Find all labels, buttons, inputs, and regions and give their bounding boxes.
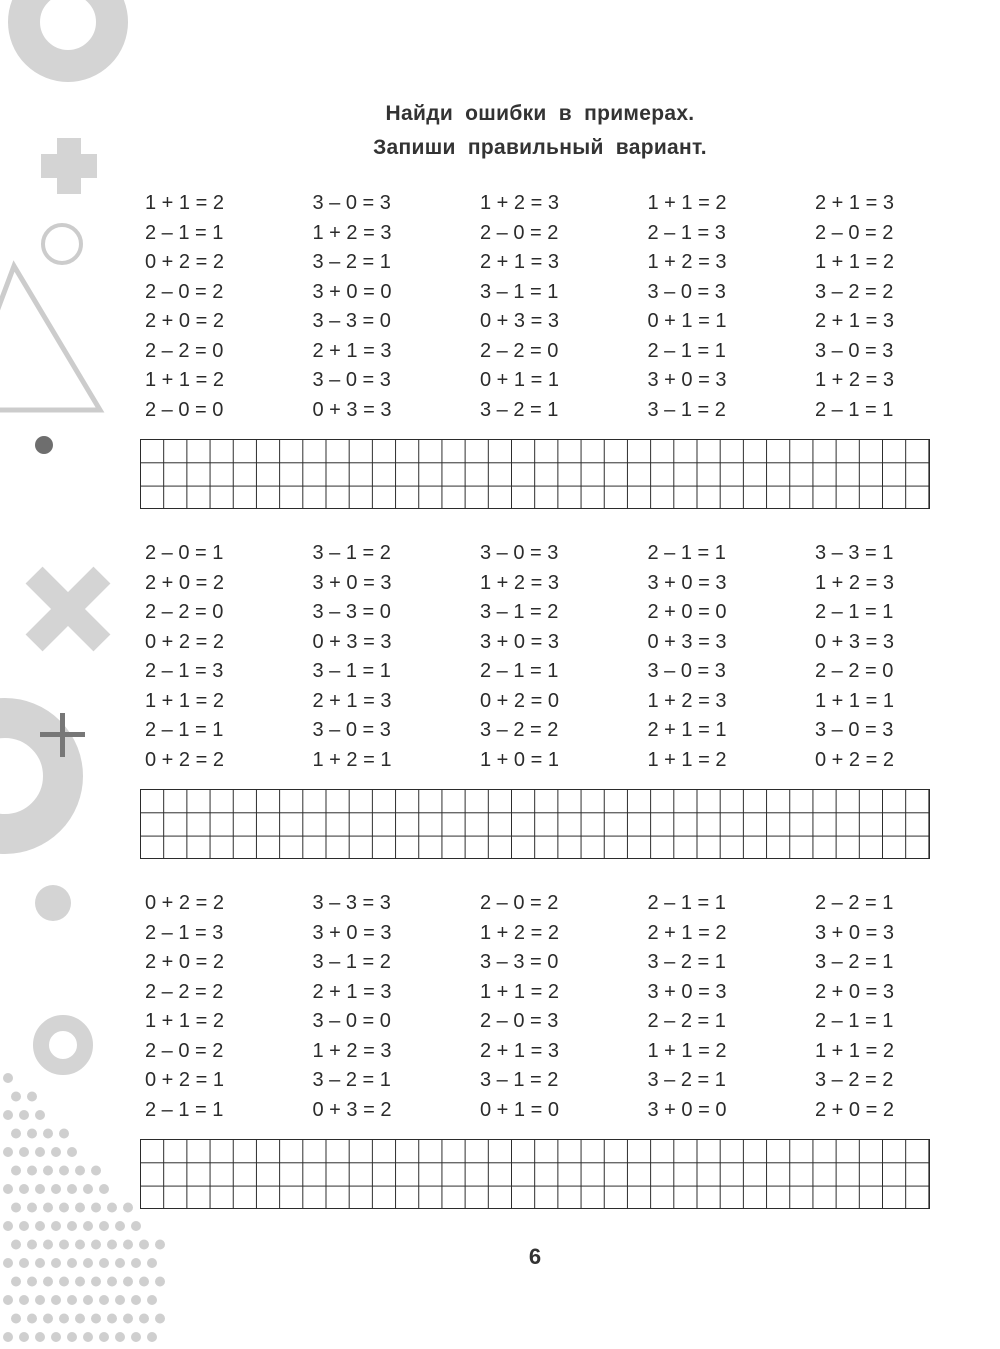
equation: 1 + 2 = 3 — [815, 571, 894, 594]
equation: 0 + 3 = 3 — [815, 630, 894, 653]
equation: 3 – 0 = 3 — [312, 369, 391, 391]
dot-icon — [35, 436, 53, 454]
equation: 2 + 0 = 2 — [815, 1098, 894, 1121]
equation: 2 + 1 = 3 — [312, 339, 392, 362]
equation: 2 + 1 = 3 — [480, 1039, 559, 1062]
answer-cells[interactable] — [140, 1139, 930, 1209]
pattern-dot — [11, 1240, 21, 1250]
pattern-dot — [27, 1203, 37, 1213]
pattern-dot — [123, 1277, 133, 1287]
equation: 3 – 1 = 1 — [312, 660, 391, 682]
pattern-dot — [11, 1314, 21, 1324]
pattern-dot — [11, 1277, 21, 1287]
cross-icon — [0, 541, 136, 677]
equation: 3 – 0 = 3 — [815, 719, 894, 741]
pattern-dot — [107, 1277, 117, 1287]
equation: 2 + 0 = 0 — [647, 601, 727, 623]
pattern-dot — [67, 1147, 77, 1157]
pattern-dot — [19, 1221, 29, 1231]
equation: 2 – 1 = 1 — [815, 398, 894, 421]
equation: 3 – 2 = 2 — [815, 280, 894, 303]
pattern-dot — [3, 1184, 13, 1194]
equation: 2 + 1 = 3 — [312, 980, 392, 1003]
equation: 1 + 2 = 2 — [480, 921, 559, 944]
pattern-dot — [115, 1295, 125, 1305]
pattern-dot — [155, 1314, 165, 1324]
equation-grid — [140, 189, 930, 425]
equation: 2 – 0 = 2 — [145, 1039, 224, 1062]
pattern-dot — [27, 1240, 37, 1250]
pattern-dot — [147, 1258, 157, 1268]
equation: 3 – 3 = 3 — [312, 892, 391, 914]
answer-cells[interactable] — [140, 789, 930, 859]
pattern-dot — [123, 1314, 133, 1324]
equation: 3 – 1 = 2 — [480, 601, 559, 623]
circle-icon — [35, 885, 71, 921]
equation: 3 + 0 = 3 — [312, 921, 392, 944]
equation: 3 – 2 = 1 — [312, 251, 391, 273]
equation: 3 + 0 = 3 — [647, 369, 727, 391]
pattern-dot — [51, 1295, 61, 1305]
equation: 1 + 1 = 2 — [145, 192, 224, 214]
pattern-dot — [43, 1166, 53, 1176]
pattern-dot — [59, 1203, 69, 1213]
pattern-dot — [19, 1110, 29, 1120]
plus-icon — [41, 138, 97, 194]
pattern-dot — [83, 1184, 93, 1194]
equation: 3 + 0 = 3 — [480, 630, 559, 653]
pattern-dot — [35, 1147, 45, 1157]
pattern-dot — [99, 1258, 109, 1268]
equation: 1 + 1 = 2 — [815, 1039, 894, 1062]
pattern-dot — [91, 1240, 101, 1250]
equation: 2 – 2 = 1 — [815, 892, 894, 914]
equation: 2 + 1 = 3 — [480, 251, 559, 273]
ring-icon — [41, 1023, 85, 1067]
pattern-dot — [43, 1240, 53, 1250]
pattern-dot — [59, 1166, 69, 1176]
equation: 3 – 3 = 0 — [312, 310, 391, 332]
pattern-dot — [59, 1314, 69, 1324]
equation: 3 – 2 = 2 — [815, 1069, 894, 1091]
pattern-dot — [107, 1240, 117, 1250]
pattern-dot — [19, 1147, 29, 1157]
pattern-dot — [67, 1332, 77, 1342]
pattern-dot — [11, 1129, 21, 1139]
pattern-dot — [67, 1221, 77, 1231]
pattern-dot — [43, 1314, 53, 1324]
equation: 0 + 2 = 2 — [815, 748, 894, 771]
exercise-block-1 — [140, 189, 930, 425]
equation: 2 – 2 = 0 — [145, 601, 224, 623]
equation: 1 + 1 = 2 — [647, 192, 727, 214]
equation: 0 + 1 = 1 — [480, 369, 559, 391]
equation: 0 + 1 = 0 — [480, 1098, 559, 1121]
pattern-dot — [35, 1184, 45, 1194]
equation: 3 – 1 = 2 — [312, 951, 391, 973]
pattern-dot — [51, 1147, 61, 1157]
pattern-dot — [75, 1166, 85, 1176]
equation: 1 + 1 = 2 — [815, 251, 894, 273]
pattern-dot — [35, 1332, 45, 1342]
top-ring-shape — [24, 0, 112, 66]
pattern-dot — [19, 1184, 29, 1194]
equation-grid — [140, 539, 930, 775]
pattern-dot — [91, 1314, 101, 1324]
pattern-dot — [35, 1110, 45, 1120]
pattern-dot — [139, 1314, 149, 1324]
equation: 3 + 0 = 3 — [312, 571, 392, 594]
equation: 0 + 2 = 2 — [145, 748, 224, 771]
pattern-dot — [67, 1258, 77, 1268]
equation: 2 – 0 = 2 — [480, 892, 559, 914]
equation: 3 – 0 = 3 — [480, 542, 559, 564]
pattern-dot — [83, 1295, 93, 1305]
equation: 1 + 2 = 3 — [815, 369, 894, 391]
equation: 2 – 2 = 0 — [815, 660, 894, 682]
equation: 3 – 0 = 3 — [312, 192, 391, 214]
equation: 3 – 2 = 1 — [312, 1069, 391, 1091]
pattern-dot — [27, 1277, 37, 1287]
equation: 2 + 1 = 3 — [312, 689, 392, 712]
equation: 2 – 2 = 2 — [145, 980, 224, 1003]
equation: 3 – 2 = 1 — [647, 1069, 726, 1091]
pattern-dot — [67, 1184, 77, 1194]
equation: 2 – 1 = 1 — [647, 892, 726, 914]
pattern-dot — [27, 1129, 37, 1139]
pattern-dot — [19, 1295, 29, 1305]
pattern-dot — [131, 1221, 141, 1231]
equation: 0 + 2 = 0 — [480, 689, 559, 712]
pattern-dot — [107, 1203, 117, 1213]
equation: 1 + 0 = 1 — [480, 748, 559, 771]
equation: 0 + 3 = 3 — [312, 398, 392, 421]
equation: 0 + 3 = 3 — [647, 630, 727, 653]
equation: 3 + 0 = 3 — [647, 980, 727, 1003]
pattern-dot — [75, 1240, 85, 1250]
pattern-dot — [91, 1203, 101, 1213]
pattern-dot — [91, 1166, 101, 1176]
pattern-dot — [99, 1332, 109, 1342]
equation: 2 – 0 = 0 — [145, 398, 224, 421]
pattern-dot — [27, 1314, 37, 1324]
equation: 1 + 1 = 1 — [815, 689, 894, 712]
equation: 1 + 2 = 3 — [647, 251, 727, 273]
equation: 1 + 2 = 3 — [312, 221, 392, 244]
equation: 2 – 2 = 0 — [145, 339, 224, 362]
task-title-line-1: Найди ошибки в примерах. — [385, 102, 695, 125]
equation: 3 – 2 = 1 — [815, 951, 894, 973]
equation: 2 – 1 = 3 — [145, 660, 224, 682]
pattern-dot — [3, 1110, 13, 1120]
pattern-dot — [139, 1240, 149, 1250]
equation: 1 + 1 = 2 — [145, 369, 224, 391]
pattern-dot — [131, 1258, 141, 1268]
equation: 1 + 2 = 3 — [480, 192, 559, 214]
pattern-dot — [11, 1203, 21, 1213]
pattern-dot — [51, 1332, 61, 1342]
equation: 3 + 0 = 3 — [647, 571, 727, 594]
equation: 2 – 0 = 3 — [480, 1010, 559, 1032]
pattern-dot — [99, 1184, 109, 1194]
equation: 2 – 0 = 2 — [480, 221, 559, 244]
pattern-dot — [131, 1295, 141, 1305]
equation: 2 + 0 = 2 — [145, 310, 224, 332]
equation: 0 + 1 = 1 — [647, 310, 727, 332]
pattern-dot — [59, 1129, 69, 1139]
pattern-dot — [11, 1166, 21, 1176]
equation: 2 + 1 = 3 — [815, 310, 894, 332]
equation: 1 + 2 = 3 — [480, 571, 559, 594]
pattern-dot — [3, 1221, 13, 1231]
equation: 0 + 2 = 2 — [145, 892, 224, 914]
equation: 3 + 0 = 3 — [815, 921, 894, 944]
equation: 2 – 1 = 1 — [145, 221, 224, 244]
equation: 2 + 1 = 3 — [815, 192, 894, 214]
equation: 1 + 1 = 2 — [647, 748, 727, 771]
equation: 3 – 0 = 3 — [815, 339, 894, 362]
pattern-dot — [11, 1092, 21, 1102]
equation: 2 – 0 = 2 — [815, 221, 894, 244]
equation: 3 – 0 = 3 — [647, 660, 726, 682]
equation: 3 – 0 = 0 — [312, 1010, 391, 1032]
exercise-block-3 — [140, 889, 930, 1125]
pattern-dot — [19, 1258, 29, 1268]
equation: 1 + 2 = 1 — [312, 748, 392, 771]
equation: 2 – 1 = 1 — [815, 1010, 894, 1032]
pattern-dot — [59, 1277, 69, 1287]
equation: 1 + 2 = 3 — [647, 689, 727, 712]
equation: 2 – 0 = 2 — [145, 280, 224, 303]
pattern-dot — [3, 1258, 13, 1268]
pattern-dot — [43, 1277, 53, 1287]
pattern-dot — [35, 1258, 45, 1268]
pattern-dot — [3, 1073, 13, 1083]
equation: 3 – 2 = 1 — [480, 398, 559, 421]
equation: 2 – 1 = 3 — [647, 221, 726, 244]
triangle-icon — [0, 266, 100, 410]
equation: 2 – 2 = 1 — [647, 1010, 726, 1032]
pattern-dot — [115, 1332, 125, 1342]
equation: 3 – 1 = 2 — [647, 398, 726, 421]
equation: 2 – 1 = 1 — [145, 1098, 224, 1121]
equation: 3 – 1 = 1 — [480, 280, 559, 303]
pattern-dot — [3, 1332, 13, 1342]
equation: 3 – 0 = 3 — [312, 719, 391, 741]
equation: 2 + 0 = 2 — [145, 571, 224, 594]
pattern-dot — [75, 1314, 85, 1324]
pattern-dot — [67, 1295, 77, 1305]
equation: 0 + 2 = 2 — [145, 251, 224, 273]
equation: 2 – 1 = 1 — [480, 660, 559, 682]
pattern-dot — [27, 1092, 37, 1102]
equation: 3 – 3 = 0 — [312, 601, 391, 623]
equation: 1 + 1 = 2 — [647, 1039, 727, 1062]
pattern-dot — [51, 1258, 61, 1268]
equation: 3 + 0 = 0 — [647, 1098, 727, 1121]
pattern-dot — [123, 1240, 133, 1250]
equation: 3 – 2 = 2 — [480, 719, 559, 741]
equation: 2 + 0 = 3 — [815, 980, 894, 1003]
pattern-dot — [35, 1295, 45, 1305]
equation: 1 + 1 = 2 — [480, 980, 559, 1003]
equation: 3 – 1 = 2 — [312, 542, 391, 564]
pattern-dot — [83, 1221, 93, 1231]
equation: 2 – 2 = 0 — [480, 339, 559, 362]
pattern-dot — [83, 1258, 93, 1268]
equation: 3 – 3 = 1 — [815, 542, 894, 564]
exercise-block-2 — [140, 539, 930, 775]
pattern-dot — [99, 1295, 109, 1305]
equation: 1 + 1 = 2 — [145, 689, 224, 712]
equation: 0 + 2 = 1 — [145, 1069, 224, 1091]
equation: 2 – 1 = 1 — [815, 601, 894, 623]
answer-cells[interactable] — [140, 439, 930, 509]
pattern-dot — [115, 1221, 125, 1231]
pattern-dot — [107, 1314, 117, 1324]
pattern-dot — [75, 1203, 85, 1213]
pattern-dot — [43, 1129, 53, 1139]
equation: 3 – 0 = 3 — [647, 280, 726, 303]
equation: 3 – 3 = 0 — [480, 951, 559, 973]
equation: 1 + 2 = 3 — [312, 1039, 392, 1062]
pattern-dot — [155, 1240, 165, 1250]
pattern-dot — [147, 1332, 157, 1342]
equation: 2 + 1 = 1 — [647, 719, 727, 741]
pattern-dot — [131, 1332, 141, 1342]
equation: 0 + 2 = 2 — [145, 630, 224, 653]
equation: 3 – 1 = 2 — [480, 1069, 559, 1091]
pattern-dot — [123, 1203, 133, 1213]
pattern-dot — [155, 1277, 165, 1287]
pattern-dot — [99, 1221, 109, 1231]
pattern-dot — [59, 1240, 69, 1250]
pattern-dot — [83, 1332, 93, 1342]
equation: 2 – 1 = 1 — [647, 542, 726, 564]
equation: 1 + 1 = 2 — [145, 1010, 224, 1032]
pattern-dot — [91, 1277, 101, 1287]
equation: 2 – 1 = 1 — [647, 339, 726, 362]
small-circle-icon — [43, 225, 81, 263]
pattern-dot — [75, 1277, 85, 1287]
equation: 2 – 1 = 3 — [145, 921, 224, 944]
pattern-dot — [51, 1184, 61, 1194]
equation: 0 + 3 = 3 — [312, 630, 392, 653]
equation: 0 + 3 = 3 — [480, 310, 559, 332]
pattern-dot — [35, 1221, 45, 1231]
pattern-dot — [3, 1147, 13, 1157]
equation: 3 + 0 = 0 — [312, 280, 392, 303]
pattern-dot — [43, 1203, 53, 1213]
pattern-dot — [139, 1277, 149, 1287]
pattern-dot — [27, 1166, 37, 1176]
task-title-line-2: Запиши правильный вариант. — [373, 136, 707, 159]
equation: 0 + 3 = 2 — [312, 1098, 392, 1121]
equation: 2 + 0 = 2 — [145, 951, 224, 973]
equation: 2 – 1 = 1 — [145, 719, 224, 741]
pattern-dot — [115, 1258, 125, 1268]
pattern-dot — [147, 1295, 157, 1305]
pattern-dot — [19, 1332, 29, 1342]
equation-grid — [140, 889, 930, 1125]
pattern-dot — [3, 1295, 13, 1305]
equation: 3 – 2 = 1 — [647, 951, 726, 973]
page-number: 6 — [528, 1244, 542, 1269]
equation: 2 + 1 = 2 — [647, 921, 727, 944]
pattern-dot — [51, 1221, 61, 1231]
equation: 2 – 0 = 1 — [145, 542, 224, 564]
